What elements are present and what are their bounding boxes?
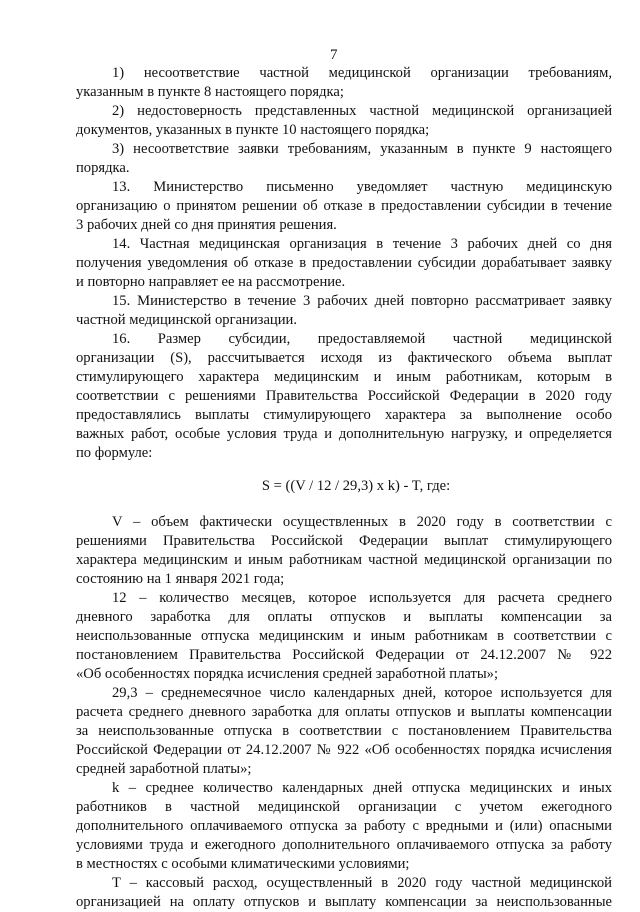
text-line: порядка. (76, 160, 130, 176)
text-line: соответствии с решениями Правительства Российской Федерации в 2020 году (76, 388, 612, 404)
text-line: 2) недостоверность представленных частной медицинской организацией (112, 103, 612, 119)
text-line: 15. Министерство в течение 3 рабочих дней повторно рассматривает заявку (112, 293, 612, 309)
text-line: 14. Частная медицинская организация в течение 3 рабочих дней со дня (112, 236, 612, 252)
text-line: 29,3 – среднемесячное число календарных дней, которое используется для (112, 685, 612, 701)
text-line: дополнительного оплачиваемого отпуска за работу с вредными и (или) опасными (76, 818, 612, 834)
text-line: предоставлялись выплаты стимулирующего характера за выполнение особо (76, 407, 612, 423)
text-line: характера медицинским и иным работникам частной медицинской организации по (76, 552, 612, 568)
text-line: в местностях с особыми климатическими условиями; (76, 856, 410, 872)
text-line: неиспользованные отпуска медицинским и иным работникам в соответствии с (76, 628, 612, 644)
text-line: условиями труда и ежегодного дополнительного оплачиваемого отпуска за работу (76, 837, 612, 853)
text-line: указанным в пункте 8 настоящего порядка; (76, 84, 344, 100)
text-line: k – среднее количество календарных дней отпуска медицинских и иных (112, 780, 612, 796)
text-line: и повторно направляет ее на рассмотрение. (76, 274, 346, 290)
page-number: 7 (330, 47, 338, 63)
text-line: 13. Министерство письменно уведомляет частную медицинскую (112, 179, 612, 195)
text-line: 3 рабочих дней со дня принятия решения. (76, 217, 337, 233)
text-line: организацию о принятом решении об отказе в предоставлении субсидии в течение (76, 198, 612, 214)
text-line: организации (S), рассчитывается исходя из фактического объема выплат (76, 350, 612, 366)
text-line: T – кассовый расход, осуществленный в 2020 году частной медицинской (112, 875, 612, 891)
text-line: получения уведомления об отказе в предоставлении субсидии дорабатывает заявку (76, 255, 612, 271)
text-line: 1) несоответствие частной медицинской организации требованиям, (112, 65, 612, 81)
text-line: 3) несоответствие заявки требованиям, указанным в пункте 9 настоящего (112, 141, 612, 157)
text-line: важных работ, особые условия труда и дополнительную нагрузку, и определяется (76, 426, 612, 442)
text-line: за неиспользованные отпуска в соответствии с постановлением Правительства (76, 723, 612, 739)
document-body (76, 64, 612, 912)
text-line: документов, указанных в пункте 10 настоящего порядка; (76, 122, 430, 138)
text-line: состоянию на 1 января 2021 года; (76, 571, 285, 587)
text-line: Российской Федерации от 24.12.2007 № 922 «Об особенностях порядка исчисления (76, 742, 612, 758)
text-line: по формуле: (76, 445, 153, 461)
text-line: решениями Правительства Российской Федерации выплат стимулирующего (76, 533, 612, 549)
text-line: V – объем фактически осуществленных в 2020 году в соответствии с (112, 514, 612, 530)
formula: S = ((V / 12 / 29,3) x k) - T, где: (261, 478, 451, 494)
text-line: постановлением Правительства Российской Федерации от 24.12.2007 № 922 (76, 647, 612, 663)
text-line: расчета среднего дневного заработка для оплаты отпусков и выплаты компенсации (76, 704, 612, 720)
text-line: средней заработной платы»; (76, 761, 252, 777)
text-line: 16. Размер субсидии, предоставляемой частной медицинской (112, 331, 612, 347)
text-line: 12 – количество месяцев, которое используется для расчета среднего (112, 590, 612, 606)
text-line: работников в частной медицинской организации с учетом ежегодного (76, 799, 612, 815)
text-line: дневного заработка для оплаты отпусков и выплаты компенсации за (76, 609, 612, 625)
text-line: частной медицинской организации. (76, 312, 298, 328)
text-line: «Об особенностях порядка исчисления средней заработной платы»; (76, 666, 498, 682)
text-line: организацией на оплату отпусков и выплату компенсации за неиспользованные (76, 894, 612, 910)
text-line: стимулирующего характера медицинским и иным работникам, которым в (76, 369, 612, 385)
